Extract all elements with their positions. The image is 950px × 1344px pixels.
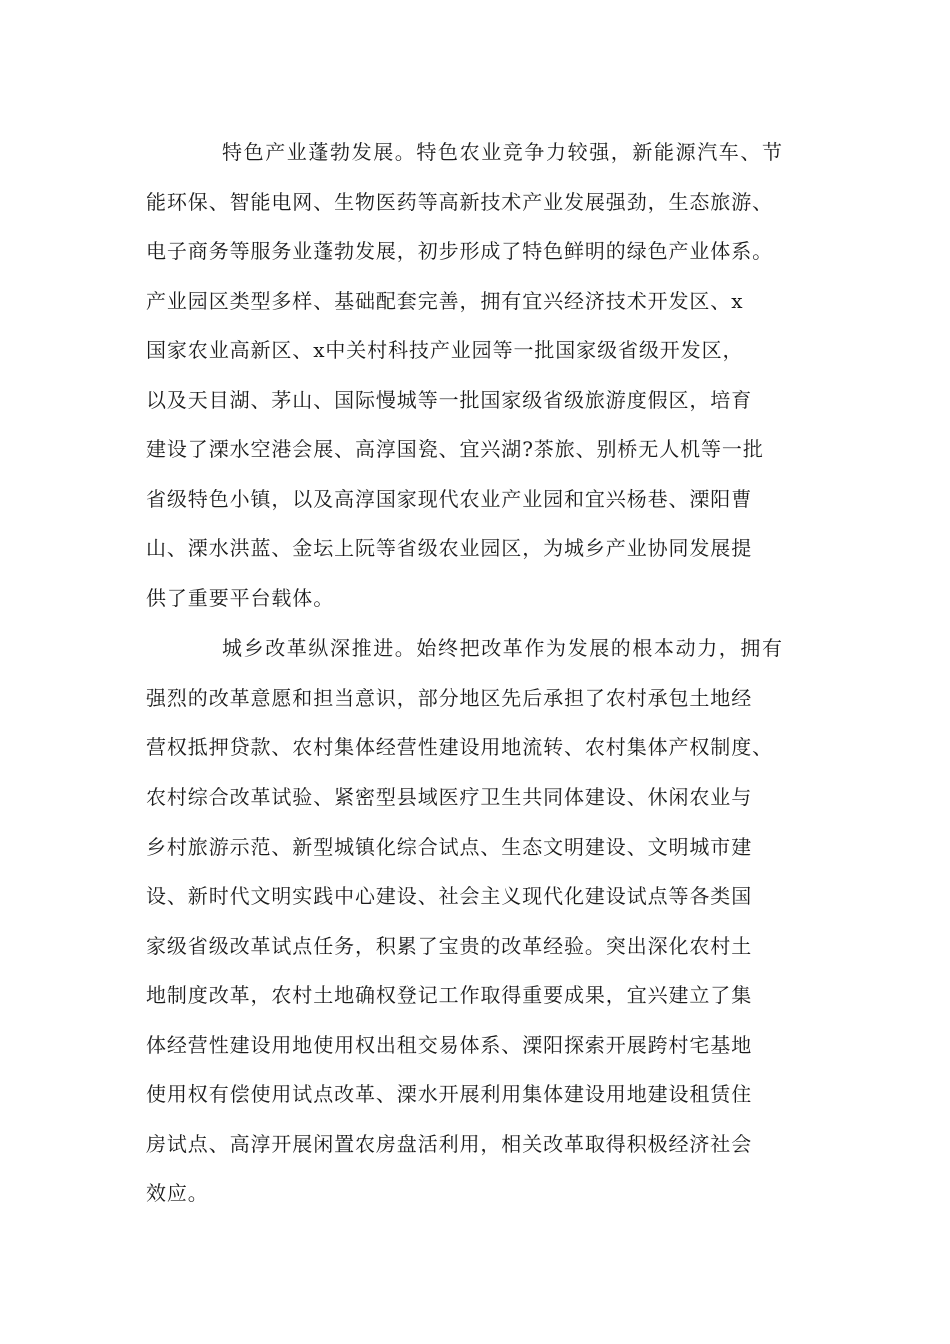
paragraph-line: 建设了溧水空港会展、高淳国瓷、宜兴湖?茶旅、别桥无人机等一批 [146, 437, 764, 461]
paragraph-line: 供了重要平台载体。 [146, 586, 335, 610]
paragraph-line: 地制度改革，农村土地确权登记工作取得重要成果，宜兴建立了集 [146, 983, 753, 1007]
paragraph-line: 房试点、高淳开展闲置农房盘活利用，相关改革取得积极经济社会 [146, 1132, 753, 1156]
paragraph-line: 农村综合改革试验、紧密型县域医疗卫生共同体建设、休闲农业与 [146, 785, 753, 809]
paragraph-line: 乡村旅游示范、新型城镇化综合试点、生态文明建设、文明城市建 [146, 835, 753, 859]
paragraph-line: 产业园区类型多样、基础配套完善，拥有宜兴经济技术开发区、x [146, 289, 744, 313]
paragraph-line: 以及天目湖、茅山、国际慢城等一批国家级省级旅游度假区，培育 [146, 388, 753, 412]
paragraph-line: 使用权有偿使用试点改革、溧水开展利用集体建设用地建设租赁住 [146, 1082, 753, 1106]
paragraph-line: 城乡改革纵深推进。始终把改革作为发展的根本动力，拥有 [222, 636, 784, 660]
paragraph-line: 国家农业高新区、x中关村科技产业园等一批国家级省级开发区， [146, 338, 744, 362]
paragraph-line: 山、溧水洪蓝、金坛上阮等省级农业园区，为城乡产业协同发展提 [146, 536, 753, 560]
paragraph-line: 效应。 [146, 1181, 209, 1205]
paragraph-line: 能环保、智能电网、生物医药等高新技术产业发展强劲，生态旅游、 [146, 190, 773, 214]
paragraph-line: 家级省级改革试点任务，积累了宝贵的改革经验。突出深化农村土 [146, 934, 753, 958]
paragraph-line: 省级特色小镇，以及高淳国家现代农业产业园和宜兴杨巷、溧阳曹 [146, 487, 753, 511]
paragraph-line: 体经营性建设用地使用权出租交易体系、溧阳探索开展跨村宅基地 [146, 1033, 753, 1057]
paragraph-line: 强烈的改革意愿和担当意识，部分地区先后承担了农村承包土地经 [146, 686, 753, 710]
paragraph-line: 特色产业蓬勃发展。特色农业竞争力较强，新能源汽车、节 [222, 140, 784, 164]
paragraph-line: 营权抵押贷款、农村集体经营性建设用地流转、农村集体产权制度、 [146, 735, 773, 759]
paragraph-line: 电子商务等服务业蓬勃发展，初步形成了特色鲜明的绿色产业体系。 [146, 239, 773, 263]
paragraph-line: 设、新时代文明实践中心建设、社会主义现代化建设试点等各类国 [146, 884, 753, 908]
